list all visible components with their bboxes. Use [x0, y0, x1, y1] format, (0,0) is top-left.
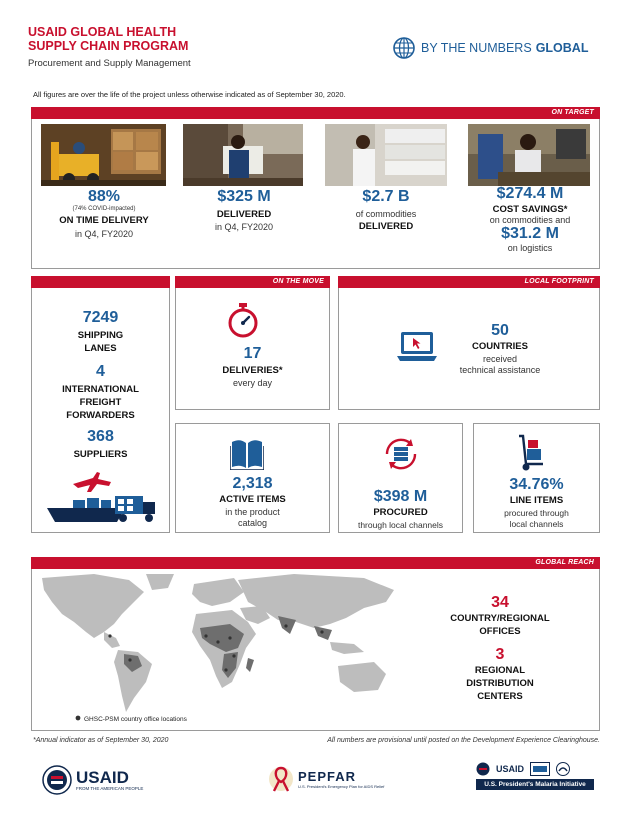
delivered-sub: in Q4, FY2020 — [214, 222, 274, 232]
suppliers-value: 368 — [87, 428, 114, 445]
active-items-stat — [175, 475, 330, 528]
freight-forwarders-caption-l1: INTERNATIONAL — [62, 384, 139, 395]
offices-caption-l2: OFFICES — [479, 626, 521, 637]
countries-sub2: technical assistance — [459, 365, 541, 375]
brand-suffix: GLOBAL — [535, 41, 589, 55]
usaid-seal-icon — [42, 765, 72, 795]
deliveries-caption: DELIVERIES* — [222, 365, 283, 376]
on-time-note: (74% COVID-impacted) — [72, 206, 136, 212]
program-title-line2: SUPPLY CHAIN PROGRAM — [28, 39, 189, 53]
procured-value: $398 M — [373, 488, 428, 505]
left-column-bar — [31, 276, 170, 288]
globe-icon — [393, 37, 415, 59]
program-subtitle: Procurement and Supply Management — [28, 58, 191, 69]
savings-value: $274.4 M — [496, 185, 564, 202]
freight-forwarders-value: 4 — [96, 363, 105, 380]
pmi-logo — [476, 762, 594, 790]
deliveries-value: 17 — [243, 345, 262, 362]
logistics-value: $31.2 M — [501, 225, 559, 242]
centers-caption-l2: DISTRIBUTION — [466, 678, 534, 689]
logistics-sub: on logistics — [507, 243, 553, 253]
local-footprint-bar — [338, 276, 600, 288]
procured-sub: through local channels — [357, 520, 444, 530]
catalog-book-icon — [230, 438, 264, 470]
hhs-eagle-icon — [556, 762, 570, 776]
pepfar-logo — [268, 764, 384, 794]
brand-prefix: BY THE NUMBERS — [421, 41, 532, 55]
offices-stat — [415, 594, 585, 637]
countries-sub1: received — [482, 354, 518, 364]
delivered-caption: DELIVERED — [216, 209, 272, 220]
on-the-move-label: ON THE MOVE — [272, 278, 324, 285]
intro-text: All figures are over the life of the project unless otherwise indicated as of September 30, 2020. — [33, 90, 346, 99]
footnote-left: *Annual indicator as of September 30, 2020 — [33, 737, 169, 744]
brand-lockup — [393, 37, 588, 59]
on-target-label: ON TARGET — [551, 109, 594, 116]
line-items-caption: LINE ITEMS — [509, 495, 564, 506]
centers-caption-l1: REGIONAL — [474, 665, 526, 676]
cdc-icon — [530, 762, 550, 776]
commodities-value: $2.7 B — [362, 188, 410, 205]
freight-forwarders-stat — [31, 363, 170, 421]
shipping-lanes-caption-l2: LANES — [84, 343, 117, 354]
countries-caption: COUNTRIES — [472, 341, 528, 352]
pepfar-wordmark: PEPFAR — [298, 769, 357, 784]
centers-caption-l3: CENTERS — [477, 691, 523, 702]
line-items-sub2: local channels — [509, 519, 564, 529]
active-items-value: 2,318 — [232, 475, 273, 492]
deliveries-sub: every day — [232, 378, 273, 388]
savings-card — [460, 185, 600, 253]
stopwatch-icon — [226, 302, 260, 338]
on-time-sub: in Q4, FY2020 — [74, 229, 134, 239]
pmi-usaid-wordmark: USAID — [496, 764, 525, 774]
ship-plane-truck-icon — [45, 470, 160, 526]
world-map — [34, 572, 404, 722]
pmi-label: U.S. President's Malaria Initiative — [476, 779, 594, 790]
shipping-lanes-caption-l1: SHIPPING — [77, 330, 124, 341]
commodities-caption: DELIVERED — [358, 221, 414, 232]
footnote-right: All numbers are provisional until posted on the Development Experience Clearinghouse. — [327, 737, 600, 744]
commodities-pre: of commodities — [355, 209, 417, 219]
delivered-value: $325 M — [217, 188, 271, 205]
countries-stat — [440, 322, 560, 375]
hand-truck-icon — [515, 434, 547, 472]
centers-stat — [415, 646, 585, 702]
delivered-card — [176, 188, 312, 232]
centers-value: 3 — [495, 646, 505, 663]
commodities-card — [318, 188, 454, 232]
map-legend: GHSC-PSM country office locations — [84, 716, 187, 723]
on-time-value: 88% — [87, 188, 121, 205]
offices-value: 34 — [491, 594, 509, 611]
on-time-card — [36, 188, 172, 239]
on-time-caption: ON TIME DELIVERY — [59, 215, 149, 226]
office-photo — [468, 124, 590, 186]
program-title-line1: USAID GLOBAL HEALTH — [28, 25, 177, 39]
on-target-bar — [31, 107, 600, 119]
usaid-tagline: FROM THE AMERICAN PEOPLE — [76, 786, 144, 791]
laptop-icon — [396, 330, 438, 364]
usaid-wordmark: USAID — [76, 768, 129, 787]
global-reach-label: GLOBAL REACH — [535, 559, 594, 566]
shipping-lanes-value: 7249 — [82, 309, 119, 326]
countries-value: 50 — [491, 322, 509, 339]
pepfar-tagline: U.S. President's Emergency Plan for AIDS Relief — [298, 784, 385, 789]
usaid-logo — [42, 765, 143, 795]
suppliers-stat — [31, 428, 170, 460]
active-items-sub1: in the product — [225, 507, 280, 517]
line-items-value: 34.76% — [509, 476, 564, 493]
offices-caption-l1: COUNTRY/REGIONAL — [450, 613, 550, 624]
procured-caption: PROCURED — [373, 507, 428, 518]
freight-forwarders-caption-l2: FREIGHT — [79, 397, 122, 408]
on-the-move-bar — [175, 276, 330, 288]
suppliers-caption: SUPPLIERS — [73, 449, 128, 460]
savings-caption: COST SAVINGS* — [492, 204, 568, 215]
line-items-stat — [473, 476, 600, 529]
local-footprint-label: LOCAL FOOTPRINT — [524, 278, 594, 285]
money-cycle-icon — [381, 436, 421, 472]
commodities-photo — [325, 124, 447, 186]
global-reach-bar — [31, 557, 600, 569]
savings-sub: on commodities and — [489, 215, 571, 225]
procured-stat — [338, 488, 463, 530]
line-items-sub1: procured through — [504, 508, 569, 518]
active-items-sub2: catalog — [237, 518, 268, 528]
forklift-photo — [41, 124, 166, 186]
shipping-lanes-stat — [31, 309, 170, 354]
pepfar-ribbon-icon — [268, 764, 294, 794]
delivery-photo — [183, 124, 303, 186]
pmi-usaid-seal-icon — [476, 762, 490, 776]
program-title — [28, 25, 188, 53]
active-items-caption: ACTIVE ITEMS — [219, 494, 286, 505]
freight-forwarders-caption-l3: FORWARDERS — [66, 410, 135, 421]
deliveries-stat — [175, 345, 330, 388]
